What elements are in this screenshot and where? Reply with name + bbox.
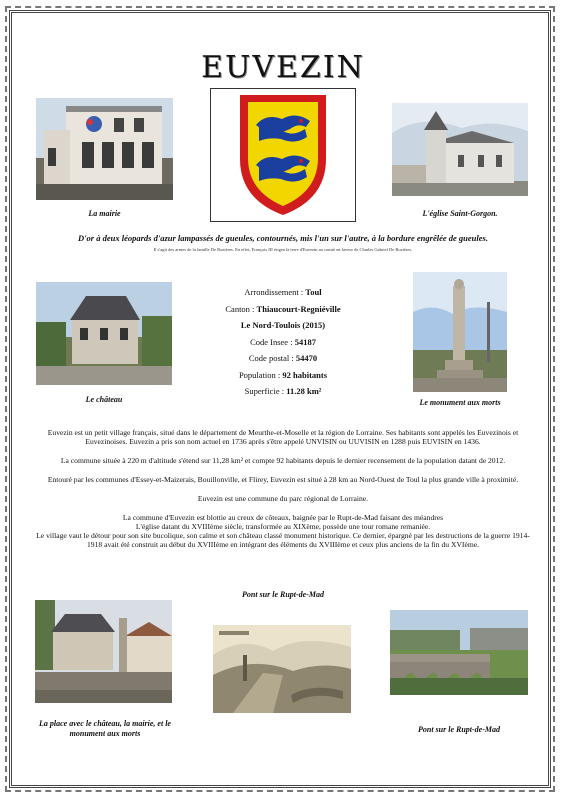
photo-place [35, 600, 172, 703]
info-code-postal: Code postal : 54470 [248, 353, 318, 363]
caption-monument: Le monument aux morts [419, 398, 501, 407]
caption-pont-mid: Pont sur le Rupt-de-Mad [241, 590, 324, 599]
paragraph-2: La commune située à 220 m d'altitude s'étend sur 11,28 km² et compte 92 habitants depuis le dernier recensement de la population datant de 2012. [60, 456, 506, 465]
photo-monument [413, 272, 507, 392]
info-code-insee: Code Insee : 54187 [250, 336, 316, 347]
paragraph-1: Euvezin est un petit village français, situé dans le département de Meurthe-et-Moselle et la région de Lorraine. Ses habitants sont appelés les Euvezinois et Euvezinoises. Euvezin a pris son nom actuel en 1736 après s'être appelé UNVISIN ou UUVISIN en 1288 puis EUVISIN en 1436. [47, 428, 519, 446]
info-arrondissement: Arrondissement : Toul [244, 287, 322, 297]
blazon-note: Il s'agit des armes de la famille De Rozières. En effet, François III érigea la terre d'Euvezin au comté en faveur de Charles Gabriel De Rozières. [153, 247, 413, 252]
body-text [34, 428, 532, 559]
caption-eglise: L'église Saint-Gorgon. [422, 209, 498, 218]
blazon-text: D'or à deux léopards d'azur lampassés de gueules, contournés, mis l'un sur l'autre, à la bordure engrêlée de gueules. [78, 233, 488, 243]
paragraph-3: Entouré par les communes d'Essey-et-Maizerais, Bouillonville, et Flirey, Euvezin est situé à 28 km au Nord-Ouest de Toul la plus grande ville à proximité. [47, 475, 519, 484]
coat-of-arms-icon [211, 89, 355, 221]
page-title: EUVEZIN [201, 50, 365, 85]
info-superficie: Superficie : 11.28 km² [244, 386, 322, 396]
info-canton-2015: Le Nord-Toulois (2015) [240, 320, 326, 330]
photo-eglise [392, 103, 528, 196]
info-canton: Canton : Thiaucourt-Regniéville [225, 303, 341, 314]
paragraph-5: La commune d'Euvezin est blottie au creux de côteaux, baignée par le Rupt-de-Mad faisant des méandres L'église datant du XVIIIème siècle, transformée au XIXème, possède une tour romane remaniée. Le village vaut le détour pour son site bucolique, son calme et son château classé monument historique. Ce dernier, épargné par les destructions de la guerre 1914-1918 avait été construit au début du XVIIIème en intégrant des éléments du XVIIIème et ceux plus anciens de la fin du XVIème. [36, 513, 530, 549]
caption-mairie: La mairie [88, 209, 121, 218]
photo-pont [390, 610, 528, 695]
photo-postcard [213, 625, 351, 713]
caption-place: La place avec le château, la mairie, et le monument aux morts [39, 719, 171, 738]
info-population: Population : 92 habitants [238, 369, 328, 380]
photo-chateau [36, 282, 172, 385]
info-block [198, 284, 368, 400]
caption-pont-right: Pont sur le Rupt-de-Mad [417, 725, 500, 734]
coat-of-arms-frame [210, 88, 356, 222]
caption-chateau: Le château [85, 395, 123, 404]
paragraph-4: Euvezin est une commune du parc régional de Lorraine. [197, 494, 369, 503]
photo-mairie [36, 98, 173, 200]
